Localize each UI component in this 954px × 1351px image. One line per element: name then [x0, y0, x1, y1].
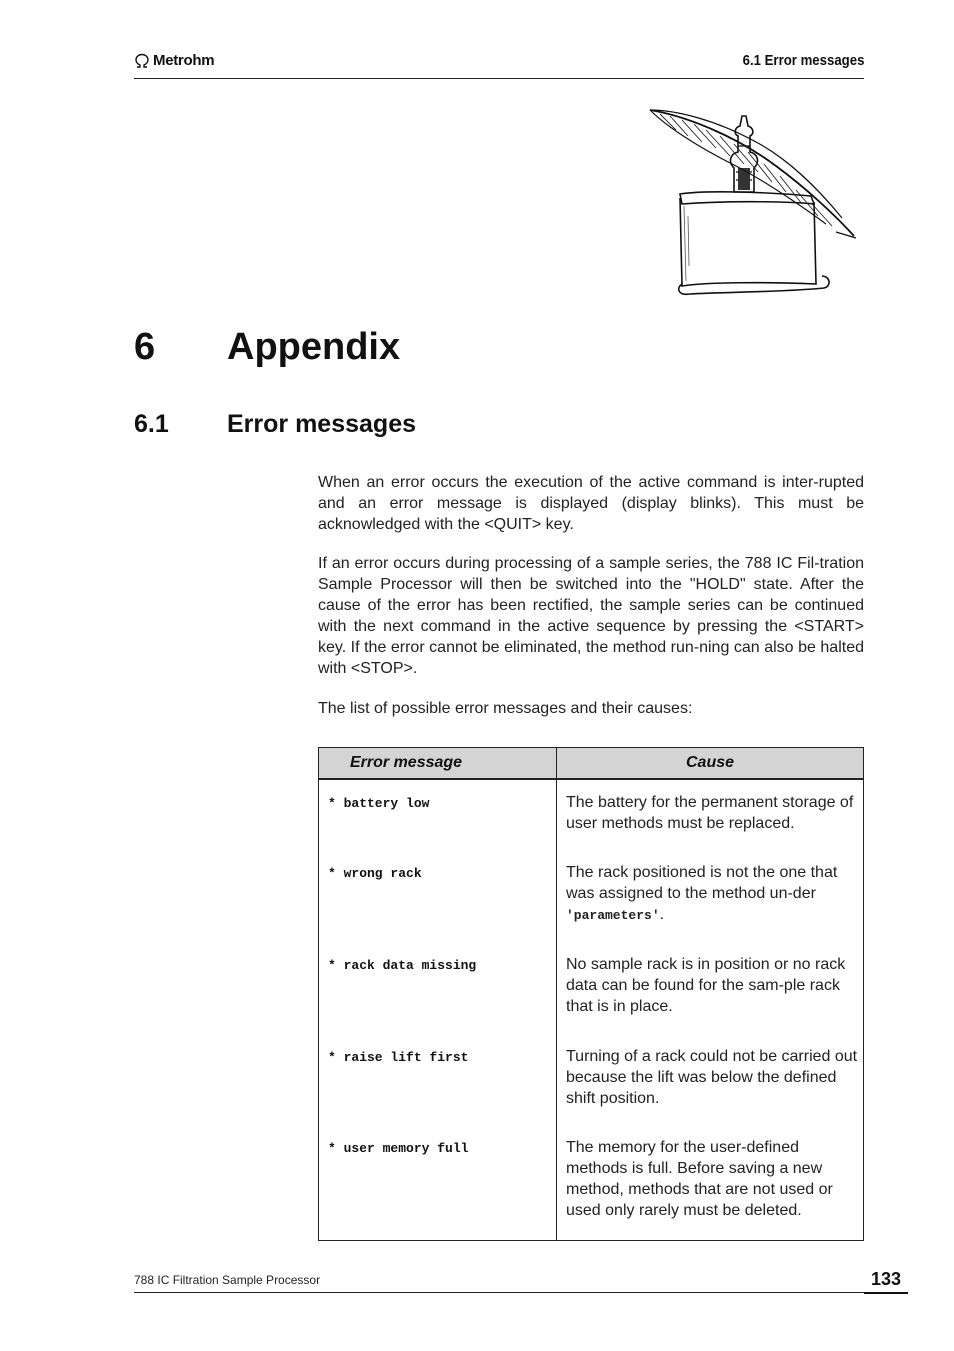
page-number: 133: [864, 1266, 908, 1294]
footer-product-name: 788 IC Filtration Sample Processor: [134, 1273, 321, 1287]
cause-user-memory-full: The memory for the user-defined methods is full. Before saving a new method, methods that are not used or used only rarely must be deleted.: [566, 1139, 833, 1219]
column-divider: [556, 748, 557, 1240]
section-heading: [134, 410, 416, 439]
cause-raise-lift-first: Turning of a rack could not be carried out because the lift was below the defined shift position.: [566, 1048, 858, 1107]
omega-logo-icon: [134, 53, 150, 69]
footer-divider: [134, 1292, 864, 1293]
paragraph-hold-state: If an error occurs during processing of a sample series, the 788 IC Fil-tration Sample Processor will then be switched into the "HOLD" state. After the cause of the error has been rectified, the sample series can be continued with the next command in the active sequence by pressing the <START> key. If the error cannot be eliminated, the method run-ning can also be halted with <STOP>.: [318, 555, 864, 677]
cause-wrong-rack-end: .: [659, 906, 665, 923]
error-messages-table: [318, 747, 864, 1241]
page-header: [134, 50, 864, 79]
chapter-title: Appendix: [227, 326, 401, 368]
error-message-user-memory-full: * user memory full: [328, 1141, 469, 1156]
header-error-message: Error message: [350, 754, 463, 771]
table-header: [319, 748, 863, 780]
cause-rack-data-missing: No sample rack is in position or no rack data can be found for the sam-ple rack that is in place.: [566, 956, 846, 1015]
logo-text: Metrohm: [153, 52, 215, 69]
section-title: Error messages: [227, 410, 417, 438]
section-number: 6.1: [134, 410, 169, 438]
cause-wrong-rack-code: 'parameters': [566, 908, 660, 923]
paragraph-intro: When an error occurs the execution of the active command is inter-rupted and an error message is displayed (display blinks). This must be acknowledged with the <QUIT> key.: [318, 474, 864, 533]
cause-wrong-rack: [566, 862, 858, 926]
cause-battery-low: The battery for the permanent storage of user methods must be replaced.: [566, 794, 854, 832]
chapter-heading: [134, 326, 400, 369]
error-message-wrong-rack: * wrong rack: [328, 866, 422, 881]
error-message-battery-low: * battery low: [328, 796, 430, 811]
chapter-number: 6: [134, 326, 156, 368]
error-message-raise-lift-first: * raise lift first: [328, 1050, 469, 1065]
paragraph-list-intro: The list of possible error messages and their causes:: [318, 700, 693, 717]
header-cause: Cause: [685, 754, 735, 771]
cause-wrong-rack-text: The rack positioned is not the one that was assigned to the method un-der: [566, 864, 838, 902]
error-message-rack-data-missing: * rack data missing: [328, 958, 477, 973]
metrohm-logo: [134, 52, 214, 69]
quill-scroll-illustration: [646, 106, 858, 296]
header-section-title: 6.1 Error messages: [742, 52, 864, 69]
